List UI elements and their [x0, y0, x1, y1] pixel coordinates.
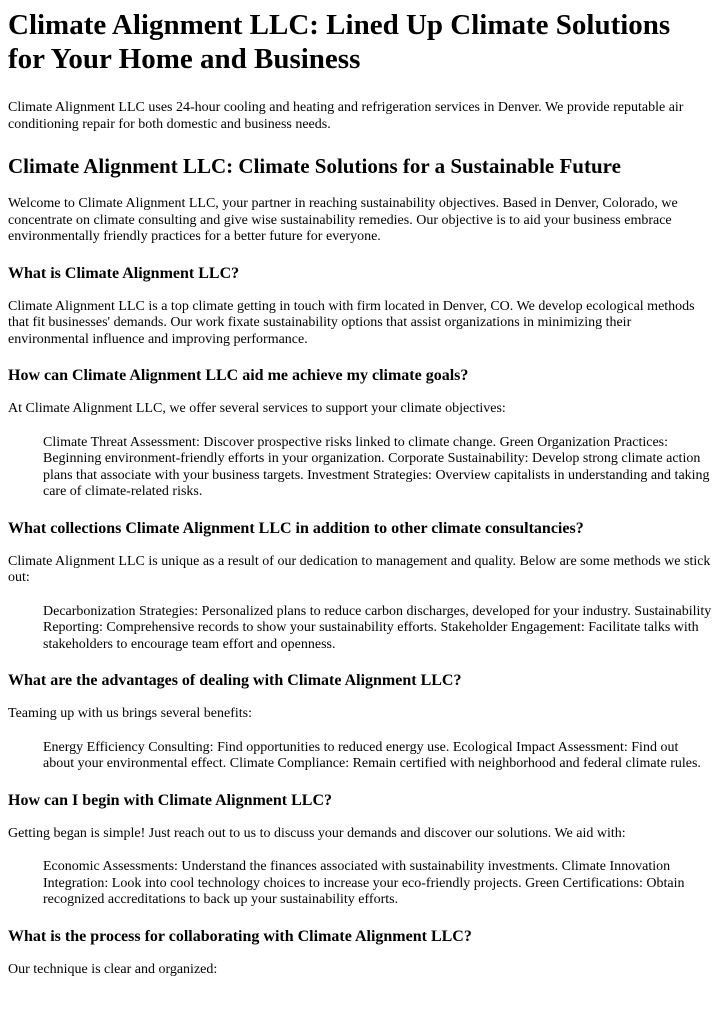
faq-question-1: What is Climate Alignment LLC?	[8, 264, 240, 282]
faq-answer-3: Climate Alignment LLC is unique as a result of our dedication to management and quality. Below are some methods we stick out:	[8, 553, 711, 585]
article	[0, 8, 720, 978]
faq-quote-3: Decarbonization Strategies: Personalized plans to reduce carbon discharges, developed for your industry. Sustainability Reporting: Comprehensive records to show your sustainability efforts. Stakeholder Engagement: Facilitate talks with stakeholders to encourage team effort and openness.	[43, 603, 712, 652]
faq-quote-4: Energy Efficiency Consulting: Find opportunities to reduced energy use. Ecological Impact Assessment: Find out about your environmental effect. Climate Compliance: Remain certified with neighborhood and federal climate rules.	[43, 739, 701, 771]
welcome-paragraph: Welcome to Climate Alignment LLC, your partner in reaching sustainability objectives. Based in Denver, Colorado, we concentrate on climate consulting and give wise sustainability remedies. Our objective is to aid your business embrace environmentally friendly practices for a better future for everyone.	[8, 196, 678, 244]
faq-answer-5: Getting began is simple! Just reach out to us to discuss your demands and discover our solutions. We aid with:	[8, 825, 626, 841]
faq-question-3: What collections Climate Alignment LLC in addition to other climate consultancies?	[8, 519, 584, 537]
intro-paragraph: Climate Alignment LLC uses 24-hour cooling and heating and refrigeration services in Denver. We provide reputable air conditioning repair for both domestic and business needs.	[8, 100, 684, 132]
faq-quote-5: Economic Assessments: Understand the finances associated with sustainability investments. Climate Innovation Integration: Look into cool technology choices to increase your eco-friendly projects. Green Certifications: Obtain recognized accreditations to back up your sustainability efforts.	[43, 859, 685, 907]
faq-answer-1: Climate Alignment LLC is a top climate getting in touch with firm located in Denver, CO. We develop ecological methods that fit businesses' demands. Our work fixate sustainability options that assist organizations in minimizing their environmental influence and improving performance.	[8, 298, 695, 347]
faq-answer-6: Our technique is clear and organized:	[8, 961, 218, 977]
faq-question-2: How can Climate Alignment LLC aid me achieve my climate goals?	[8, 367, 469, 384]
faq-quote-2: Climate Threat Assessment: Discover prospective risks linked to climate change. Green Organization Practices: Beginning environment-friendly efforts in your organization. Corporate Sustainability: Develop strong climate action plans that associate with your business targets. Investment Strategies: Overview capitalists in understanding and taking care of climate-related risks.	[43, 434, 710, 499]
page-title: Climate Alignment LLC: Lined Up Climate Solutions for Your Home and Business	[8, 9, 671, 75]
faq-answer-2: At Climate Alignment LLC, we offer several services to support your climate objectives:	[8, 401, 506, 416]
faq-question-6: What is the process for collaborating with Climate Alignment LLC?	[8, 927, 472, 945]
faq-question-4: What are the advantages of dealing with Climate Alignment LLC?	[8, 672, 462, 689]
section-heading: Climate Alignment LLC: Climate Solutions for a Sustainable Future	[8, 154, 621, 178]
faq-answer-4: Teaming up with us brings several benefits:	[8, 706, 252, 721]
faq-question-5: How can I begin with Climate Alignment LLC?	[8, 791, 333, 809]
